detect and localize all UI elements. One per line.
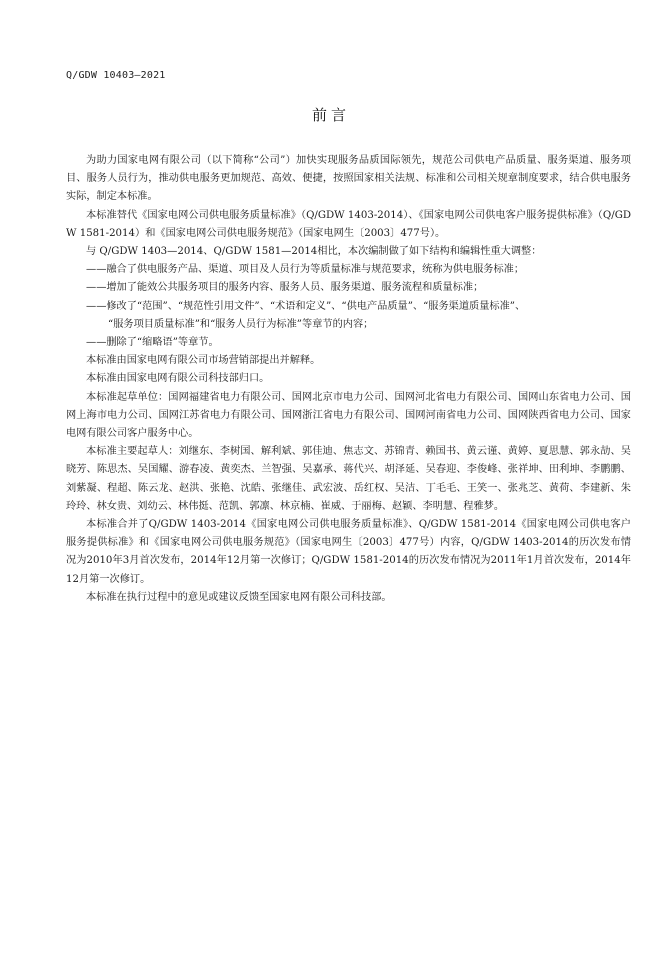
list-item-change-add: ——增加了能效公共服务项目的服务内容、服务人员、服务渠道、服务流程和质量标准； — [86, 282, 484, 294]
foreword-body — [66, 152, 631, 607]
list-item-change-modify-cont: “服务项目质量标准”和“服务人员行为标准”等章节的内容； — [108, 318, 374, 330]
paragraph-proposer: 本标准由国家电网有限公司市场营销部提出并解释。 — [86, 355, 321, 367]
page-title: 前言 — [311, 106, 350, 124]
paragraph-replaces: 本标准替代《国家电网公司供电服务质量标准》（Q/GDW 1403-2014）、《国家电网公司供电客户服务提供标准》（Q/GDW 1581-2014）和《国家电网公司供电服务规范》（国家电网生〔2003〕477号）。 — [66, 209, 631, 239]
list-item-change-merge: ——融合了供电服务产品、渠道、项目及人员行为等质量标准与规范要求，统称为供电服务标准； — [86, 264, 525, 276]
paragraph-drafters: 本标准主要起草人：刘继东、李树国、解利斌、郭佳迪、焦志文、苏锦青、赖国书、黄云谨、黄婷、夏思慧、郭永劼、吴晓芳、陈思杰、吴国耀、游春凌、黄奕杰、兰智强、吴嘉承、蒋代兴、胡泽延、吴春迎、李俊峰、张祥坤、田利坤、李鹏鹏、刘紫凝、程超、陈云龙、赵洪、张艳、沈皓、张继佳、武宏波、岳红权、吴洁、丁毛毛、王笑一、张兆芝、黄荷、李建新、朱玲玲、林女贵、刘幼云、林伟挺、范凯、郭凛、林京楠、崔威、于丽梅、赵颖、李明慧、程雅梦。 — [66, 446, 631, 512]
paragraph-history: 本标准合并了Q/GDW 1403-2014《国家电网公司供电服务质量标准》、Q/GDW 1581-2014《国家电网公司供电客户服务提供标准》和《国家电网公司供电服务规范》（国家电网生〔2003〕477号）内容，Q/GDW 1403-2014的历次发布情况为2010年3月首次发布，2014年12月第一次修订；Q/GDW 1581-2014的历次发布情况为2011年1月首次发布，2014年12月第一次修订。 — [66, 519, 631, 585]
document-code: Q/GDW 10403—2021 — [66, 70, 166, 81]
paragraph-drafting-units: 本标准起草单位：国网福建省电力有限公司、国网北京市电力公司、国网河北省电力有限公司、国网山东省电力公司、国网上海市电力公司、国网江苏省电力有限公司、国网浙江省电力有限公司、国网河南省电力公司、国网陕西省电力公司、国家电网有限公司客户服务中心。 — [66, 391, 631, 440]
list-item-change-modify: ——修改了“范围”、“规范性引用文件”、“术语和定义”、“供电产品质量”、“服务渠道质量标准”、 — [86, 300, 526, 312]
list-item-change-delete: ——删除了“缩略语”等章节。 — [86, 337, 219, 349]
paragraph-centralized: 本标准由国家电网有限公司科技部归口。 — [86, 373, 270, 385]
paragraph-changes-intro: 与 Q/GDW 1403—2014、Q/GDW 1581—2014相比，本次编制做了如下结构和编辑性重大调整： — [86, 246, 542, 258]
paragraph-feedback: 本标准在执行过程中的意见或建议反馈至国家电网有限公司科技部。 — [86, 591, 392, 603]
paragraph-purpose: 为助力国家电网有限公司（以下简称“公司”）加快实现服务品质国际领先，规范公司供电产品质量、服务渠道、服务项目、服务人员行为，推动供电服务更加规范、高效、便捷，按照国家相关法规、标准和公司相关规章制度要求，结合供电服务实际，制定本标准。 — [66, 155, 631, 203]
